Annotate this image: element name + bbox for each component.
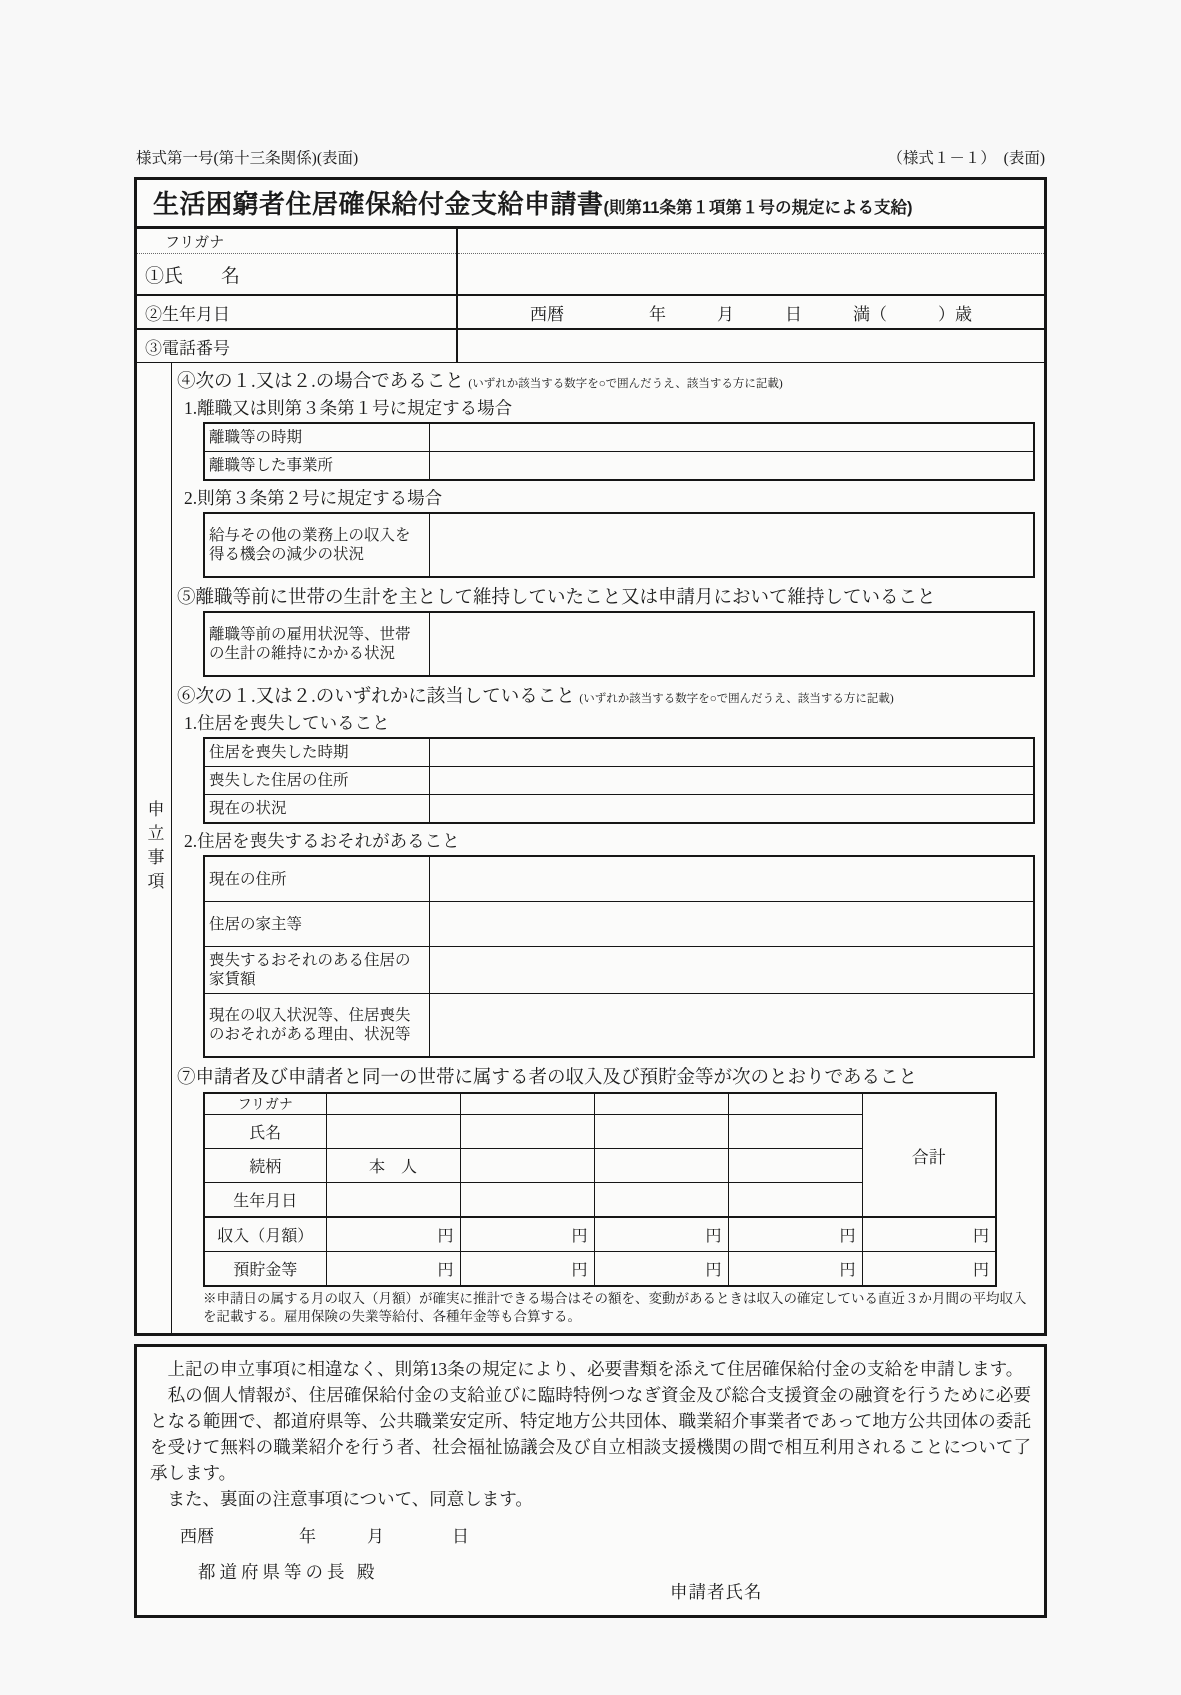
applicant-info-table: [137, 229, 1044, 362]
total-savings-input[interactable]: 円: [862, 1252, 996, 1287]
housing-lost-date-label: 住居を喪失した時期: [204, 738, 430, 767]
name-label: ①氏 名: [137, 254, 457, 296]
member-furigana-label: フリガナ: [204, 1093, 326, 1115]
member4-relation-input[interactable]: [728, 1149, 862, 1183]
member-name-label: 氏名: [204, 1115, 326, 1149]
applicant-signature-label[interactable]: 申請者氏名: [670, 1582, 763, 1602]
member3-relation-input[interactable]: [594, 1149, 728, 1183]
household-support-input[interactable]: [430, 612, 1035, 676]
landlord-label: 住居の家主等: [204, 902, 430, 947]
member2-name-input[interactable]: [460, 1115, 594, 1149]
furigana-label: フリガナ: [137, 229, 457, 254]
declaration-date-input[interactable]: 西暦 年 月 日: [180, 1527, 469, 1546]
item4-heading-note: (いずれか該当する数字を○で囲んだうえ、該当する方に記載): [468, 378, 783, 390]
member4-savings-input[interactable]: 円: [728, 1252, 862, 1287]
birthdate-label: ②生年月日: [137, 295, 457, 329]
income-table-note: ※申請日の属する月の収入（月額）が確実に推計できる場合はその額を、変動があるときは収入の確定している直近３か月間の平均収入を記載する。雇用保険の失業等給付、各種年金等も合算する。: [203, 1291, 1027, 1324]
savings-row-label: 預貯金等: [204, 1252, 326, 1287]
birthdate-input[interactable]: 西暦 年 月 日 満（ ）歳: [457, 295, 1044, 329]
item4-case1-table: [203, 422, 1035, 481]
item4-case2-table: [203, 512, 1035, 578]
declaration-paragraph-3: また、裏面の注意事項について、同意します。: [150, 1489, 533, 1509]
rent-amount-label: 喪失するおそれのある住居の家賃額: [204, 947, 430, 994]
leaving-employer-input[interactable]: [430, 452, 1035, 481]
item6-heading-note: (いずれか該当する数字を○で囲んだうえ、該当する方に記載): [579, 693, 894, 705]
item7-heading: ⑦申請者及び申請者と同一の世帯に属する者の収入及び預貯金等が次のとおりであること: [177, 1068, 918, 1088]
statement-side-label: 申立事項: [137, 363, 172, 1333]
current-address-input[interactable]: [430, 856, 1035, 902]
declaration-box: [134, 1344, 1047, 1618]
member2-savings-input[interactable]: 円: [460, 1252, 594, 1287]
member1-birthdate-input[interactable]: [326, 1183, 460, 1218]
housing-lost-date-input[interactable]: [430, 738, 1035, 767]
member3-birthdate-input[interactable]: [594, 1183, 728, 1218]
declaration-paragraph-1: 上記の申立事項に相違なく、則第13条の規定により、必要書類を添えて住居確保給付金の支給を申請します。: [150, 1359, 1024, 1379]
income-decrease-input[interactable]: [430, 513, 1035, 577]
member-relation-label: 続柄: [204, 1149, 326, 1183]
form-title: [137, 180, 1044, 229]
member3-savings-input[interactable]: 円: [594, 1252, 728, 1287]
furigana-input[interactable]: [457, 229, 1044, 254]
form-title-main: 生活困窮者住居確保給付金支給申請書: [153, 189, 604, 219]
phone-label: ③電話番号: [137, 329, 457, 362]
item6-case1-table: [203, 737, 1035, 824]
declaration-footer-row: [150, 1559, 1031, 1603]
application-main-box: [134, 177, 1047, 1336]
member3-furigana-input[interactable]: [594, 1093, 728, 1115]
member2-income-input[interactable]: 円: [460, 1217, 594, 1252]
item5-heading: ⑤離職等前に世帯の生計を主として維持していたこと又は申請月において維持していること: [177, 588, 936, 608]
household-support-label: 離職等前の雇用状況等、世帯の生計の維持にかかる状況: [204, 612, 430, 676]
form-title-sub: (則第11条第１項第１号の規定による支給): [603, 199, 913, 217]
member3-income-input[interactable]: 円: [594, 1217, 728, 1252]
item5-table: [203, 611, 1035, 677]
member1-furigana-input[interactable]: [326, 1093, 460, 1115]
form-corner-header: [134, 146, 1047, 168]
current-address-label: 現在の住所: [204, 856, 430, 902]
item6-case2-table: [203, 855, 1035, 1058]
total-income-input[interactable]: 円: [862, 1217, 996, 1252]
member2-birthdate-input[interactable]: [460, 1183, 594, 1218]
current-situation-input[interactable]: [430, 795, 1035, 824]
member1-savings-input[interactable]: 円: [326, 1252, 460, 1287]
member4-name-input[interactable]: [728, 1115, 862, 1149]
landlord-input[interactable]: [430, 902, 1035, 947]
rent-amount-input[interactable]: [430, 947, 1035, 994]
member4-income-input[interactable]: 円: [728, 1217, 862, 1252]
application-form-page: [134, 0, 1047, 1618]
statement-section: [137, 362, 1044, 1333]
member4-birthdate-input[interactable]: [728, 1183, 862, 1218]
member1-income-input[interactable]: 円: [326, 1217, 460, 1252]
member4-furigana-input[interactable]: [728, 1093, 862, 1115]
risk-reason-label: 現在の収入状況等、住居喪失のおそれがある理由、状況等: [204, 994, 430, 1058]
leaving-employer-label: 離職等した事業所: [204, 452, 430, 481]
income-row-label: 収入（月額）: [204, 1217, 326, 1252]
leaving-date-label: 離職等の時期: [204, 423, 430, 452]
income-decrease-label: 給与その他の業務上の収入を得る機会の減少の状況: [204, 513, 430, 577]
member2-relation-input[interactable]: [460, 1149, 594, 1183]
member2-furigana-input[interactable]: [460, 1093, 594, 1115]
form-number-right: （様式１－１） (表面): [887, 150, 1045, 167]
statement-content: [172, 363, 1044, 1333]
item4-case1-heading: 1.離職又は則第３条第１号に規定する場合: [184, 398, 513, 418]
total-column-label: 合計: [862, 1093, 996, 1217]
item4-heading: ④次の１.又は２.の場合であること (いずれか該当する数字を○で囲んだうえ、該当する方に記載): [177, 372, 783, 392]
member3-name-input[interactable]: [594, 1115, 728, 1149]
leaving-date-input[interactable]: [430, 423, 1035, 452]
risk-reason-input[interactable]: [430, 994, 1035, 1058]
member1-relation-self: 本 人: [326, 1149, 460, 1183]
member1-name-input[interactable]: [326, 1115, 460, 1149]
declaration-paragraph-2: 私の個人情報が、住居確保給付金の支給並びに臨時特例つなぎ資金及び総合支援資金の融資を行うために必要となる範囲で、都道府県等、公共職業安定所、特定地方公共団体、職業紹介事業者であって地方公共団体の委託を受けて無料の職業紹介を行う者、社会福祉協議会及び自立相談支援機関の間で相互利用されることについて了承します。: [150, 1385, 1031, 1483]
item4-case2-heading: 2.則第３条第２号に規定する場合: [184, 488, 443, 508]
member-birthdate-label: 生年月日: [204, 1183, 326, 1218]
item6-heading: ⑥次の１.又は２.のいずれかに該当していること (いずれか該当する数字を○で囲んだうえ、該当する方に記載): [177, 687, 894, 707]
form-number-left: 様式第一号(第十三条関係)(表面): [136, 150, 359, 167]
current-situation-label: 現在の状況: [204, 795, 430, 824]
name-input[interactable]: [457, 254, 1044, 296]
addressee-label: 都道府県等の長 殿: [198, 1562, 379, 1582]
lost-housing-address-label: 喪失した住居の住所: [204, 767, 430, 795]
lost-housing-address-input[interactable]: [430, 767, 1035, 795]
household-income-table: [203, 1092, 997, 1287]
item6-case1-heading: 1.住居を喪失していること: [184, 713, 390, 733]
phone-input[interactable]: [457, 329, 1044, 362]
item6-case2-heading: 2.住居を喪失するおそれがあること: [184, 831, 460, 851]
